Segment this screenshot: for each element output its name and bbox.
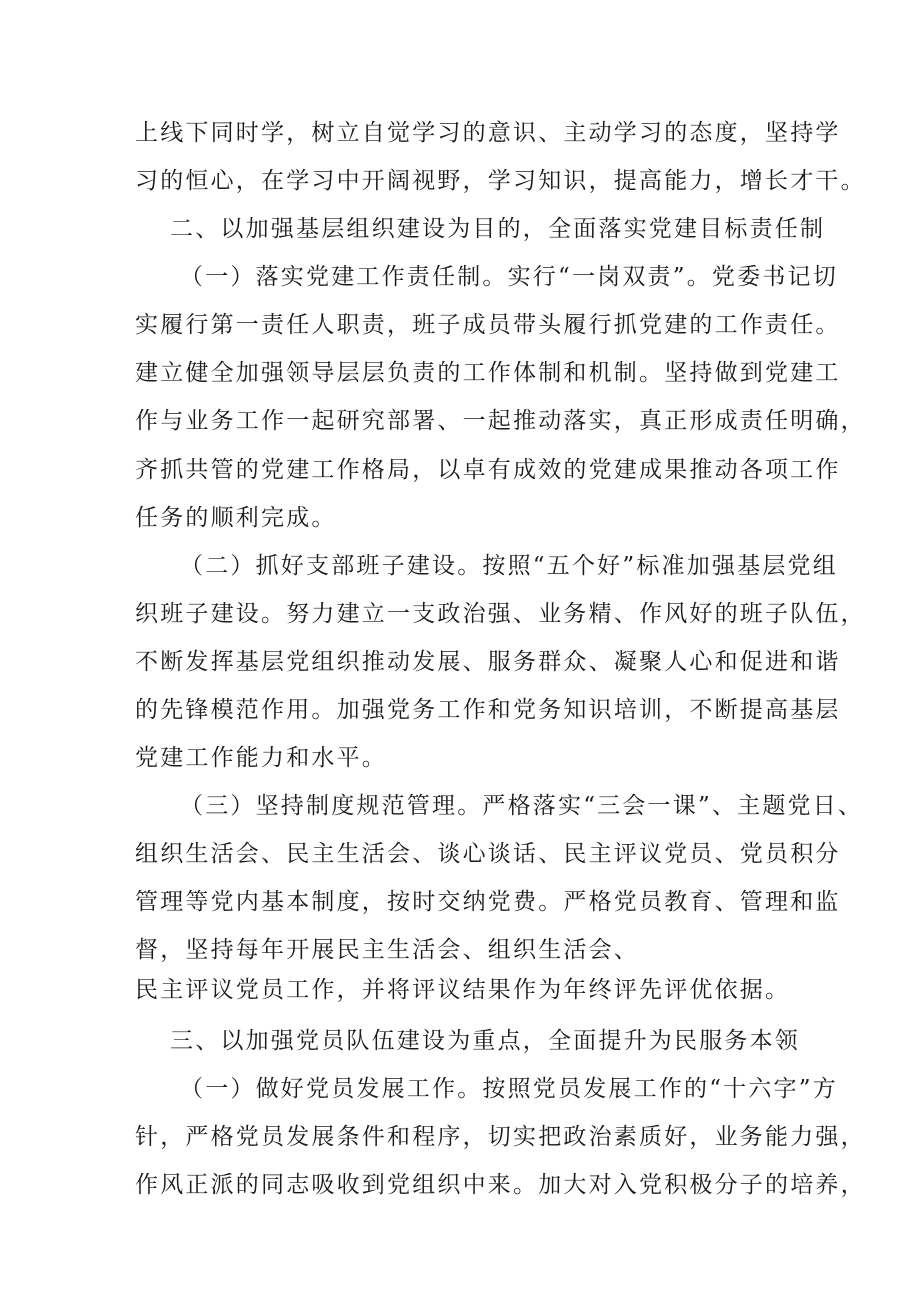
body-text-line: 组织生活会、民主生活会、谈心谈话、民主评议党员、党员积分: [135, 841, 841, 867]
body-text-line: （三）坚持制度规范管理。严格落实“三会一课”、主题党日、: [180, 793, 864, 819]
body-text-line: 上线下同时学，树立自觉学习的意识、主动学习的态度，坚持学: [135, 120, 841, 146]
body-text-line: 党建工作能力和水平。: [135, 745, 387, 771]
body-text-line: （一）做好党员发展工作。按照党员发展工作的“十六字”方: [180, 1076, 838, 1102]
section-heading: 三、以加强党员队伍建设为重点，全面提升为民服务本领: [170, 1028, 800, 1054]
body-text-line: 习的恒心，在学习中开阔视野，学习知识，提高能力，增长才干。: [135, 168, 866, 194]
body-text-line: 任务的顺利完成。: [135, 505, 337, 531]
body-text-line: 督，坚持每年开展民主生活会、组织生活会、: [135, 937, 639, 963]
body-text-line: 作风正派的同志吸收到党组织中来。加大对入党积极分子的培养，: [135, 1172, 866, 1198]
body-text-line: 不断发挥基层党组织推动发展、服务群众、凝聚人心和促进和谐: [135, 649, 841, 675]
body-text-line: 针，严格党员发展条件和程序，切实把政治素质好，业务能力强，: [135, 1124, 866, 1150]
body-text-line: 的先锋模范作用。加强党务工作和党务知识培训，不断提高基层: [135, 697, 841, 723]
body-text-line: 实履行第一责任人职责，班子成员带头履行抓党建的工作责任。: [135, 312, 841, 338]
section-heading: 二、以加强基层组织建设为目的，全面落实党建目标责任制: [170, 216, 826, 242]
body-text-line: （一）落实党建工作责任制。实行“一岗双责”。党委书记切: [180, 264, 838, 290]
body-text-line: 管理等党内基本制度，按时交纳党费。严格党员教育、管理和监: [135, 889, 841, 915]
body-text-line: 织班子建设。努力建立一支政治强、业务精、作风好的班子队伍，: [135, 601, 866, 627]
body-text-line: 作与业务工作一起研究部署、一起推动落实，真正形成责任明确，: [135, 408, 866, 434]
body-text-line: 建立健全加强领导层层负责的工作体制和机制。坚持做到党建工: [135, 360, 841, 386]
body-text-line: （二）抓好支部班子建设。按照“五个好”标准加强基层党组: [180, 553, 838, 579]
body-text-line: 民主评议党员工作，并将评议结果作为年终评先评优依据。: [135, 977, 791, 1003]
body-text-line: 齐抓共管的党建工作格局，以卓有成效的党建成果推动各项工作: [135, 457, 841, 483]
